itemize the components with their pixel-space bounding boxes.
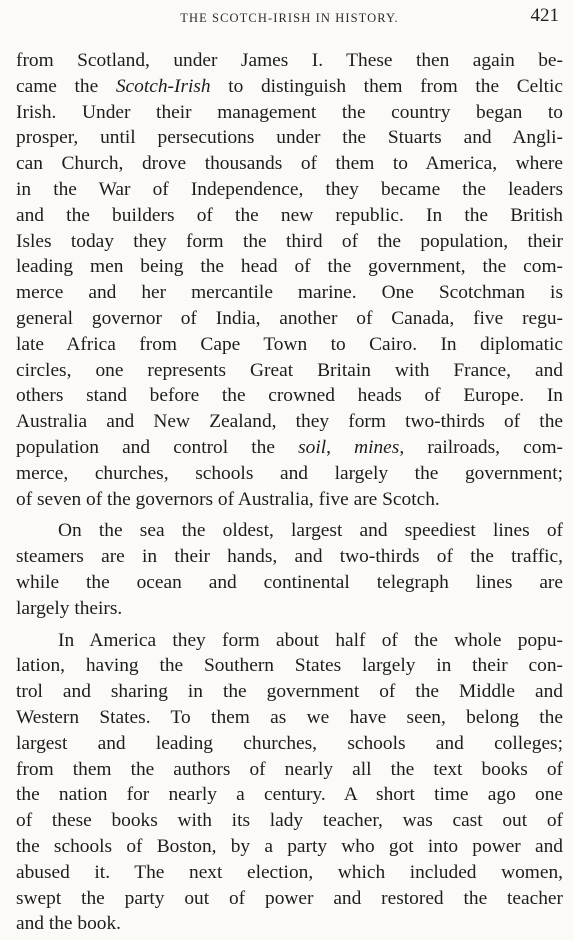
text-line: trol and sharing in the government of the Middle and — [16, 681, 563, 703]
text-line: circles, one represents Great Britain with France, and — [16, 359, 563, 381]
italic-term: mines — [354, 436, 400, 458]
italic-term: soil — [298, 436, 327, 458]
paragraph-2 — [16, 518, 563, 621]
text-line: largest and leading churches, schools and colleges; — [16, 732, 563, 754]
text-line: from them the authors of nearly all the text books of — [16, 758, 563, 780]
line-segment: to distinguish them from the Celtic — [210, 75, 564, 97]
italic-term: Scotch-Irish — [115, 75, 211, 97]
text-line: of seven of the governors of Australia, five are Scotch. — [16, 488, 440, 510]
text-line: and the book. — [16, 913, 122, 935]
text-line: lation, having the Southern States largely in their con- — [16, 655, 563, 677]
text-line: in the War of Independence, they became the leaders — [16, 178, 563, 200]
text-line — [16, 74, 563, 100]
text-line: swept the party out of power and restored the teacher — [16, 887, 563, 909]
text-line: Irish. Under their management the country began to — [16, 101, 563, 123]
line-segment: population and control the — [16, 436, 299, 458]
text-line: from Scotland, under James I. These then again be- — [16, 50, 563, 71]
text-line: others stand before the crowned heads of Europe. In — [16, 385, 563, 407]
text-line: abused it. The next election, which included women, — [16, 861, 563, 883]
text-line: the schools of Boston, by a party who got into power and — [16, 835, 563, 857]
running-head — [16, 0, 563, 34]
text-line: Western States. To them as we have seen, belong the — [16, 706, 563, 728]
text-line: Australia and New Zealand, they form two-thirds of the — [16, 411, 563, 433]
text-line: Isles today they form the third of the population, their — [16, 230, 563, 252]
text-line: while the ocean and continental telegraph lines are — [16, 571, 563, 593]
line-segment: came the — [16, 75, 116, 97]
text-line — [16, 435, 563, 461]
line-segment: , railroads, com- — [399, 436, 563, 458]
text-line: of these books with its lady teacher, was cast out of — [16, 810, 563, 832]
text-line: merce and her mercantile marine. One Scotchman is — [16, 282, 563, 304]
text-line: largely theirs. — [16, 597, 123, 619]
paragraph-1 — [16, 48, 563, 512]
text-line: merce, churches, schools and largely the government; — [16, 462, 563, 484]
paragraph-3 — [16, 628, 563, 938]
text-line: the nation for nearly a century. A short time ago one — [16, 784, 563, 806]
page-number: 421 — [530, 5, 559, 26]
text-line: general governor of India, another of Canada, five regu- — [16, 307, 563, 329]
text-line: On the sea the oldest, largest and speediest lines of — [58, 520, 563, 542]
text-line: steamers are in their hands, and two-thirds of the traffic, — [16, 546, 563, 568]
text-line: leading men being the head of the government, the com- — [16, 256, 563, 278]
text-line: prosper, until persecutions under the Stuarts and Angli- — [16, 127, 563, 149]
line-segment: , — [326, 436, 355, 458]
body-text — [16, 48, 563, 937]
text-line: In America they form about half of the whole popu- — [58, 629, 563, 651]
text-line: and the builders of the new republic. In the British — [16, 204, 563, 226]
text-line: can Church, drove thousands of them to America, where — [16, 153, 563, 175]
running-title: THE SCOTCH-IRISH IN HISTORY. — [180, 11, 399, 25]
text-line: late Africa from Cape Town to Cairo. In diplomatic — [16, 333, 563, 355]
